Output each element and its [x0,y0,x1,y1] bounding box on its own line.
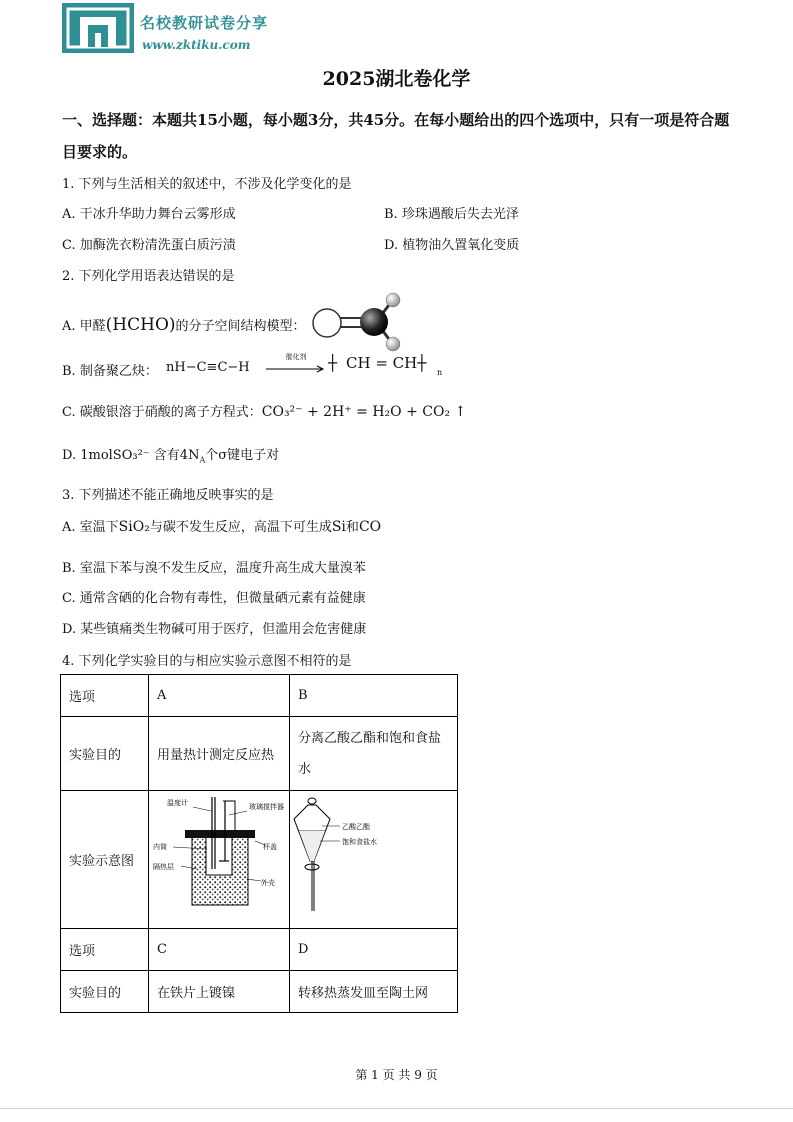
table-cell: 在铁片上镀镍 [149,971,290,1013]
q1-stem: 1. 下列与生活相关的叙述中，不涉及化学变化的是 [62,177,352,192]
table-cell: 选项 [61,675,149,717]
table-cell: 转移热蒸发皿至陶土网 [290,971,458,1013]
table-cell: C [149,929,290,971]
q1-option-d: D. 植物油久置氧化变质 [384,238,520,253]
q2-b-polymer-n: n [437,368,443,377]
calorimeter-cell [149,791,290,929]
q3-stem: 3. 下列描述不能正确地反映事实的是 [62,488,274,503]
q3-option-a [62,516,381,535]
q2-option-c [62,401,466,420]
funnel-cell [290,791,458,929]
label-brine: 饱和食盐水 [342,838,377,846]
table-cell: D [290,929,458,971]
q2-a-prefix: A. 甲醛 [62,319,106,334]
table-cell: 用量热计测定反应热 [149,717,290,791]
table-row [61,717,458,791]
page-title: 2025湖北卷化学 [322,68,471,90]
page-number: 第 1 页 共 9 页 [355,1068,438,1082]
q4-stem: 4. 下列化学实验目的与相应实验示意图不相符的是 [62,654,352,669]
logo-mark [62,3,134,53]
q3-a-and: 和 [345,520,359,535]
table-row [61,929,458,971]
q3-a-sio2: SiO₂ [118,519,150,535]
separatory-funnel-diagram [290,791,457,924]
table-row [61,675,458,717]
q1-option-c: C. 加酶洗衣粉清洗蛋白质污渍 [62,238,236,253]
table-cell: 选项 [61,929,149,971]
q3-option-b: B. 室温下苯与溴不发生反应，温度升高生成大量溴苯 [62,561,366,576]
label-insulation: 隔热层 [153,863,174,871]
table-cell: 实验示意图 [61,791,149,929]
q3-a-mid: 与碳不发生反应，高温下可生成 [149,520,332,535]
formaldehyde-model-image [308,290,420,356]
q2-c-prefix: C. 碳酸银溶于硝酸的离子方程式： [62,405,262,420]
q2-a-formula: (HCHO) [105,315,176,335]
label-stirrer: 玻璃搅拌器 [249,803,284,811]
table-cell: 实验目的 [61,717,149,791]
q2-d-sub: A [199,455,206,465]
q2-d-amount: D. 1molSO₃²⁻ [62,448,150,463]
footer-divider [0,1108,793,1109]
q3-a-co: CO [358,519,382,535]
q2-d-suffix: 个σ键电子对 [205,448,280,463]
q2-b-reactant: nH−C≡C−H [166,360,250,375]
logo [62,3,134,53]
label-shell: 外壳 [261,879,275,887]
q2-b-catalyst: 催化剂 [285,353,307,361]
q1-option-b: B. 珍珠遇酸后失去光泽 [384,207,519,222]
label-thermometer: 温度计 [167,799,188,807]
q2-option-b [62,360,158,379]
q3-a-prefix: A. 室温下 [62,520,119,535]
q2-option-a [62,315,306,335]
q2-b-prefix: B. 制备聚乙炔： [62,364,158,379]
q2-d-mid: 含有4N [153,448,200,463]
q3-a-si: Si [331,519,346,535]
brand-url: www.zktiku.com [142,38,251,52]
q4-table [60,674,458,1013]
q2-b-polymer-unit: CH = CH [346,354,418,372]
q2-stem: 2. 下列化学用语表达错误的是 [62,269,235,284]
table-row [61,971,458,1013]
q2-b-polymer: ┼ CH = CH┼ [328,354,427,372]
q3-option-d: D. 某些镇痛类生物碱可用于医疗，但滥用会危害健康 [62,622,367,637]
q2-option-d [62,444,279,465]
label-ethyl-acetate: 乙酸乙酯 [342,823,370,831]
calorimeter-diagram [149,791,289,924]
table-cell: B [290,675,458,717]
label-lid: 杯盖 [263,843,277,851]
table-cell: A [149,675,290,717]
table-cell: 分离乙酸乙酯和饱和食盐水 [290,717,458,791]
table-row [61,791,458,929]
q3-option-c: C. 通常含硒的化合物有毒性，但微量硒元素有益健康 [62,591,366,606]
section-heading: 一、选择题：本题共15小题，每小题3分，共45分。在每小题给出的四个选项中，只有一项是符合题目要求的。 [62,111,730,161]
label-inner-cup: 内筒 [153,843,167,851]
q2-c-equation: CO₃²⁻ + 2H⁺ = H₂O + CO₂ ↑ [261,404,467,420]
q2-a-suffix: 的分子空间结构模型： [175,319,306,334]
q1-option-a: A. 干冰升华助力舞台云雾形成 [62,207,236,222]
brand-name: 名校教研试卷分享 [140,14,269,32]
table-cell: 实验目的 [61,971,149,1013]
